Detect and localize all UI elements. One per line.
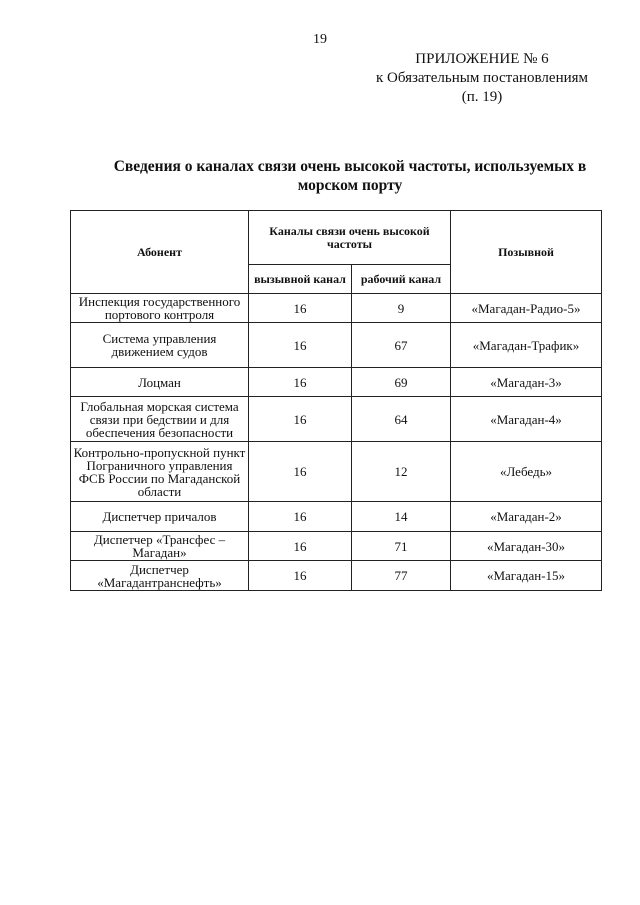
table-row <box>71 502 602 532</box>
call-channel-cell: 16 <box>249 561 352 591</box>
document-title <box>100 157 600 195</box>
subscriber-cell: Контрольно-пропускной пункт Пограничного управления ФСБ России по Магаданской области <box>71 442 249 502</box>
work-channel-cell: 64 <box>352 397 451 442</box>
call-channel-cell: 16 <box>249 323 352 368</box>
work-channel-cell: 77 <box>352 561 451 591</box>
work-channel-cell: 71 <box>352 532 451 561</box>
subscriber-cell: Диспетчер причалов <box>71 502 249 532</box>
header-subscriber: Абонент <box>71 211 249 294</box>
subscriber-cell: Система управления движением судов <box>71 323 249 368</box>
header-work-channel: рабочий канал <box>352 265 451 294</box>
work-channel-cell: 69 <box>352 368 451 397</box>
work-channel-cell: 9 <box>352 294 451 323</box>
call-channel-cell: 16 <box>249 532 352 561</box>
call-channel-cell: 16 <box>249 397 352 442</box>
header-callsign: Позывной <box>451 211 602 294</box>
call-channel-cell: 16 <box>249 368 352 397</box>
callsign-cell: «Магадан-2» <box>451 502 602 532</box>
document-title-line-2: морском порту <box>297 177 403 194</box>
page-number: 19 <box>313 32 327 47</box>
table-row <box>71 397 602 442</box>
subscriber-cell: Диспетчер «Магадантранснефть» <box>71 561 249 591</box>
header-call-channel: вызывной канал <box>249 265 352 294</box>
work-channel-cell: 12 <box>352 442 451 502</box>
callsign-cell: «Магадан-4» <box>451 397 602 442</box>
call-channel-cell: 16 <box>249 294 352 323</box>
appendix-clause: (п. 19) <box>461 89 503 105</box>
callsign-cell: «Магадан-3» <box>451 368 602 397</box>
appendix-block <box>362 50 602 107</box>
subscriber-cell: Инспекция государственного портового контроля <box>71 294 249 323</box>
header-channels-group: Каналы связи очень высокой частоты <box>249 211 451 265</box>
table-row <box>71 442 602 502</box>
subscriber-cell: Глобальная морская система связи при бедствии и для обеспечения безопасности <box>71 397 249 442</box>
table-row <box>71 561 602 591</box>
work-channel-cell: 14 <box>352 502 451 532</box>
subscriber-cell: Лоцман <box>71 368 249 397</box>
call-channel-cell: 16 <box>249 502 352 532</box>
work-channel-cell: 67 <box>352 323 451 368</box>
table-row <box>71 368 602 397</box>
callsign-cell: «Магадан-Радио-5» <box>451 294 602 323</box>
callsign-cell: «Лебедь» <box>451 442 602 502</box>
callsign-cell: «Магадан-15» <box>451 561 602 591</box>
subscriber-cell: Диспетчер «Трансфес – Магадан» <box>71 532 249 561</box>
table-row <box>71 294 602 323</box>
appendix-reference: к Обязательным постановлениям <box>375 70 589 86</box>
call-channel-cell: 16 <box>249 442 352 502</box>
appendix-title: ПРИЛОЖЕНИЕ № 6 <box>415 51 549 67</box>
table-row <box>71 532 602 561</box>
vhf-channels-table <box>70 210 602 591</box>
table-row <box>71 323 602 368</box>
callsign-cell: «Магадан-30» <box>451 532 602 561</box>
document-title-line-1: Сведения о каналах связи очень высокой частоты, используемых в <box>113 158 587 175</box>
callsign-cell: «Магадан-Трафик» <box>451 323 602 368</box>
